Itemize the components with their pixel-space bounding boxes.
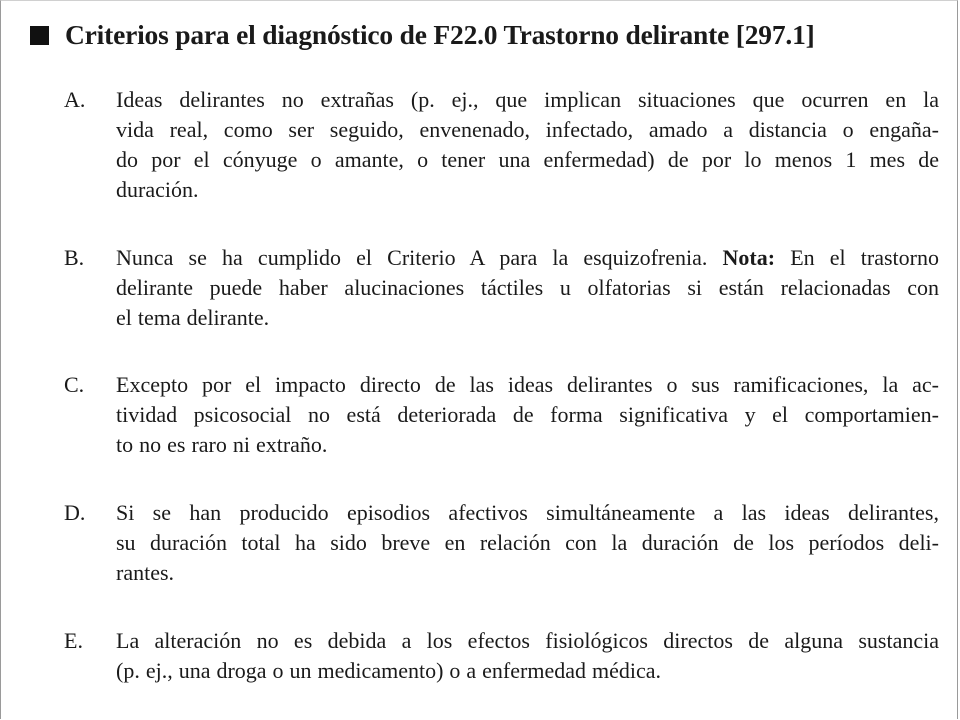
- text-line: el tema delirante.: [116, 305, 270, 330]
- text-line: do por el cónyuge o amante, o tener una enfermedad) de por lo menos 1 mes de: [116, 147, 939, 172]
- criterion-text: [116, 626, 939, 686]
- criterion-letter: B.: [64, 245, 85, 270]
- text-line: La alteración no es debida a los efectos fisiológicos directos de alguna sustancia: [116, 628, 939, 653]
- text-line: [116, 243, 939, 273]
- criteria-list: [64, 85, 939, 686]
- text-line: rantes.: [116, 560, 175, 585]
- text-segment: Nunca se ha cumplido el Criterio A para la esquizofrenia.: [116, 245, 708, 270]
- criterion-text: [116, 370, 939, 460]
- text-line: tividad psicosocial no está deteriorada de forma significativa y el comportamien-: [116, 402, 939, 427]
- criterion-text: [116, 243, 939, 333]
- section-header: [30, 15, 815, 55]
- text-line: delirante puede haber alucinaciones táctiles u olfatorias si están relacionadas con: [116, 275, 939, 300]
- text-line: (p. ej., una droga o un medicamento) o a enfermedad médica.: [116, 658, 661, 683]
- criterion-c: [64, 370, 939, 460]
- criterion-b: [64, 243, 939, 333]
- criterion-letter: C.: [64, 372, 85, 397]
- criterion-text: [116, 85, 939, 205]
- page-title: Criterios para el diagnóstico de F22.0 Trastorno delirante [297.1]: [65, 19, 815, 50]
- note-label: Nota:: [722, 245, 776, 270]
- criterion-e: [64, 626, 939, 686]
- criterion-a: [64, 85, 939, 205]
- text-line: su duración total ha sido breve en relación con la duración de los períodos deli-: [116, 530, 939, 555]
- criterion-d: [64, 498, 939, 588]
- text-line: to no es raro ni extraño.: [116, 432, 328, 457]
- criterion-letter: D.: [64, 500, 86, 525]
- text-line: Excepto por el impacto directo de las ideas delirantes o sus ramificaciones, la ac-: [116, 372, 939, 397]
- text-segment: En el trastorno: [790, 245, 939, 270]
- text-line: Si se han producido episodios afectivos simultáneamente a las ideas delirantes,: [116, 500, 939, 525]
- text-line: vida real, como ser seguido, envenenado, infectado, amado a distancia o engaña-: [116, 117, 939, 142]
- criterion-letter: E.: [64, 628, 83, 653]
- criterion-letter: A.: [64, 87, 86, 112]
- text-line: duración.: [116, 177, 199, 202]
- text-line: Ideas delirantes no extrañas (p. ej., que implican situaciones que ocurren en la: [116, 87, 939, 112]
- square-bullet-icon: [30, 26, 49, 45]
- criterion-text: [116, 498, 939, 588]
